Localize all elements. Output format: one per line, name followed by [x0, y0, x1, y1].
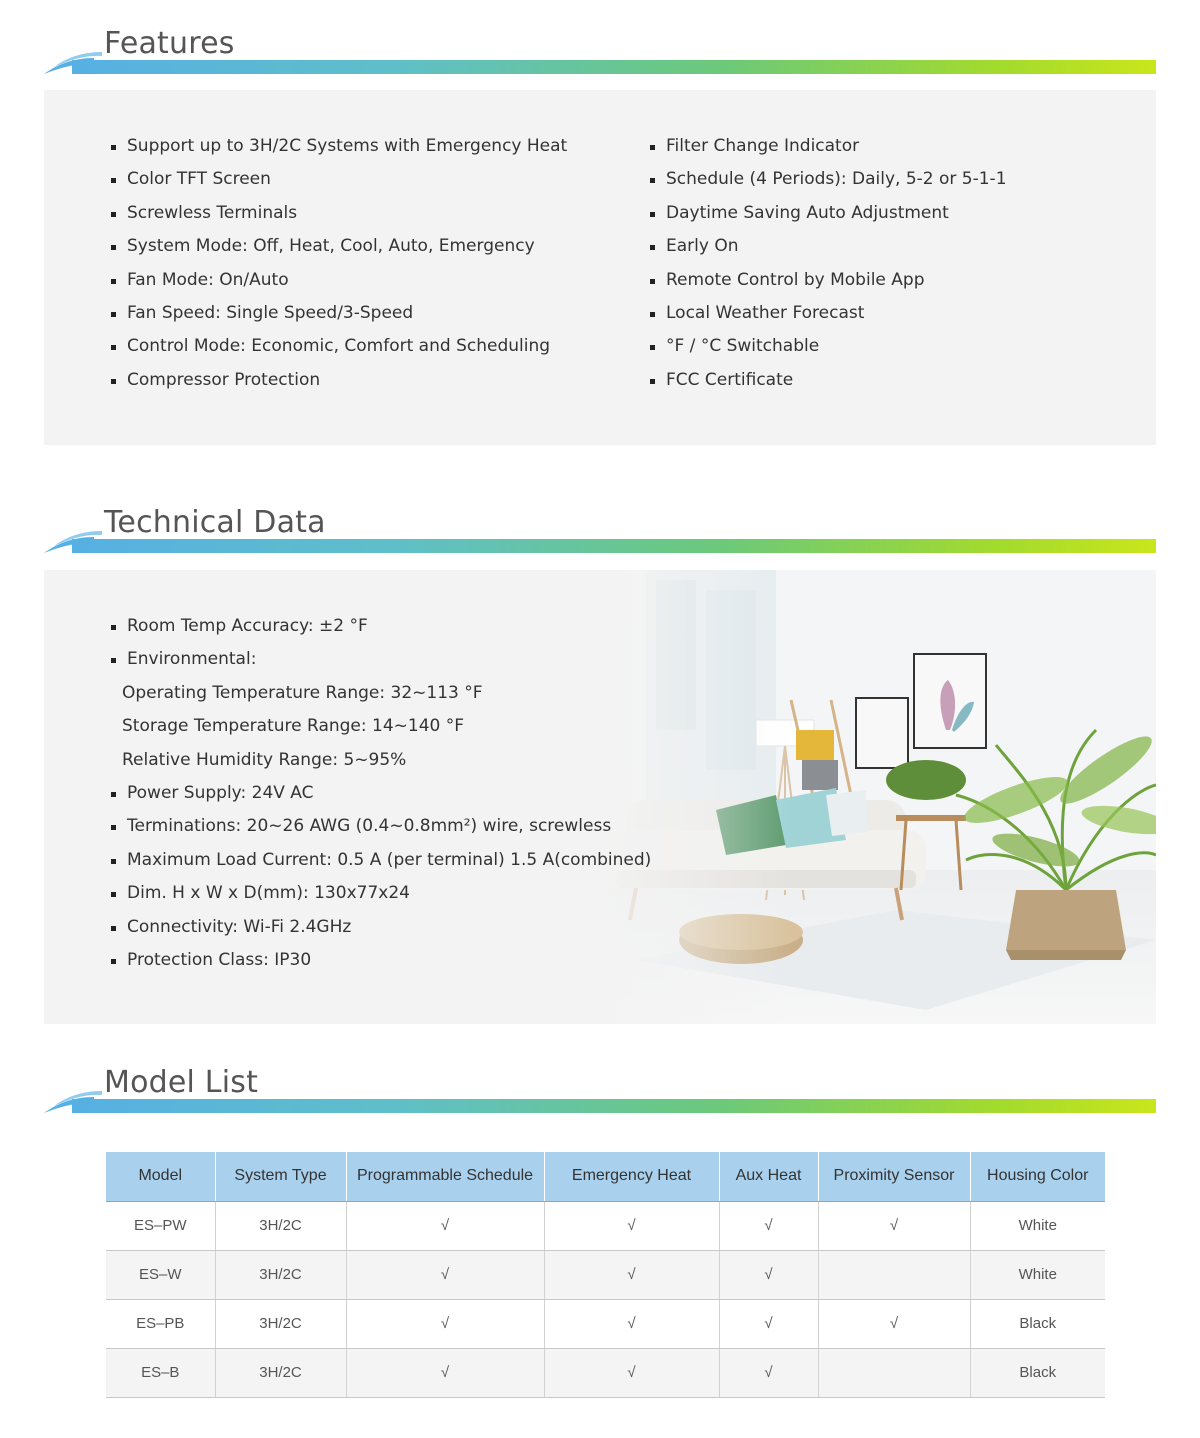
models-title: Model List — [104, 1065, 259, 1100]
features-header — [44, 28, 1156, 74]
model-table — [106, 1152, 1105, 1398]
column-header: Housing Color — [970, 1152, 1105, 1201]
living-room-image — [596, 570, 1156, 1024]
table-cell — [818, 1348, 970, 1397]
column-header: Proximity Sensor — [818, 1152, 970, 1201]
table-cell — [818, 1250, 970, 1299]
table-cell: √ — [719, 1348, 818, 1397]
table-cell: √ — [719, 1299, 818, 1348]
table-cell: √ — [346, 1250, 544, 1299]
list-item: Support up to 3H/2C Systems with Emergency Heat — [111, 130, 567, 163]
table-cell: White — [970, 1201, 1105, 1250]
list-item: Dim. H x W x D(mm): 130x77x24 — [111, 877, 651, 910]
list-item: Protection Class: IP30 — [111, 944, 651, 977]
list-item: Control Mode: Economic, Comfort and Scheduling — [111, 330, 567, 363]
table-cell: White — [970, 1250, 1105, 1299]
table-cell: √ — [346, 1348, 544, 1397]
list-subitem: Relative Humidity Range: 5~95% — [122, 749, 407, 770]
table-cell: √ — [346, 1201, 544, 1250]
list-item: Power Supply: 24V AC — [111, 777, 651, 810]
features-left-list — [111, 130, 567, 397]
list-item: Daytime Saving Auto Adjustment — [650, 197, 1007, 230]
list-item: Early On — [650, 230, 1007, 263]
table-cell: √ — [719, 1201, 818, 1250]
table-cell: 3H/2C — [215, 1201, 346, 1250]
features-panel — [44, 90, 1156, 445]
column-header: System Type — [215, 1152, 346, 1201]
list-item: Local Weather Forecast — [650, 297, 1007, 330]
technical-title: Technical Data — [104, 505, 326, 540]
table-row — [106, 1348, 1105, 1397]
list-item: Fan Speed: Single Speed/3-Speed — [111, 297, 567, 330]
features-title: Features — [104, 26, 235, 61]
list-item: Connectivity: Wi-Fi 2.4GHz — [111, 911, 651, 944]
table-cell: √ — [346, 1299, 544, 1348]
column-header: Model — [106, 1152, 215, 1201]
list-item: Room Temp Accuracy: ±2 °F — [111, 610, 651, 643]
table-cell: ES–W — [106, 1250, 215, 1299]
technical-list — [111, 610, 651, 977]
features-header-bar — [72, 60, 1156, 74]
table-row — [106, 1201, 1105, 1250]
technical-header — [44, 507, 1156, 553]
table-header-row — [106, 1152, 1105, 1201]
list-item: System Mode: Off, Heat, Cool, Auto, Emergency — [111, 230, 567, 263]
table-cell: √ — [544, 1348, 719, 1397]
list-item: Environmental: — [111, 643, 651, 676]
table-cell: 3H/2C — [215, 1348, 346, 1397]
models-header-bar — [72, 1099, 1156, 1113]
table-cell: √ — [719, 1250, 818, 1299]
table-cell: √ — [544, 1250, 719, 1299]
list-item: Remote Control by Mobile App — [650, 264, 1007, 297]
table-cell: ES–PW — [106, 1201, 215, 1250]
table-cell: Black — [970, 1299, 1105, 1348]
column-header: Aux Heat — [719, 1152, 818, 1201]
table-cell: √ — [544, 1201, 719, 1250]
table-cell: ES–B — [106, 1348, 215, 1397]
table-cell: √ — [818, 1299, 970, 1348]
table-row — [106, 1299, 1105, 1348]
technical-panel — [44, 570, 1156, 1024]
technical-header-bar — [72, 539, 1156, 553]
table-row — [106, 1250, 1105, 1299]
list-item: Fan Mode: On/Auto — [111, 264, 567, 297]
column-header: Emergency Heat — [544, 1152, 719, 1201]
table-cell: 3H/2C — [215, 1299, 346, 1348]
table-cell: √ — [818, 1201, 970, 1250]
list-subitem: Storage Temperature Range: 14~140 °F — [122, 716, 465, 737]
list-item: Color TFT Screen — [111, 163, 567, 196]
table-cell: ES–PB — [106, 1299, 215, 1348]
list-item: FCC Certificate — [650, 364, 1007, 397]
list-item: Filter Change Indicator — [650, 130, 1007, 163]
list-item: Maximum Load Current: 0.5 A (per terminal) 1.5 A(combined) — [111, 844, 651, 877]
list-item: °F / °C Switchable — [650, 330, 1007, 363]
column-header: Programmable Schedule — [346, 1152, 544, 1201]
table-cell: Black — [970, 1348, 1105, 1397]
list-item: Terminations: 20~26 AWG (0.4~0.8mm²) wire, screwless — [111, 810, 651, 843]
list-item: Compressor Protection — [111, 364, 567, 397]
table-cell: √ — [544, 1299, 719, 1348]
features-right-list — [650, 130, 1007, 397]
list-item: Screwless Terminals — [111, 197, 567, 230]
list-item: Schedule (4 Periods): Daily, 5-2 or 5-1-1 — [650, 163, 1007, 196]
list-subitem: Operating Temperature Range: 32~113 °F — [122, 682, 483, 703]
table-cell: 3H/2C — [215, 1250, 346, 1299]
models-header — [44, 1067, 1156, 1113]
